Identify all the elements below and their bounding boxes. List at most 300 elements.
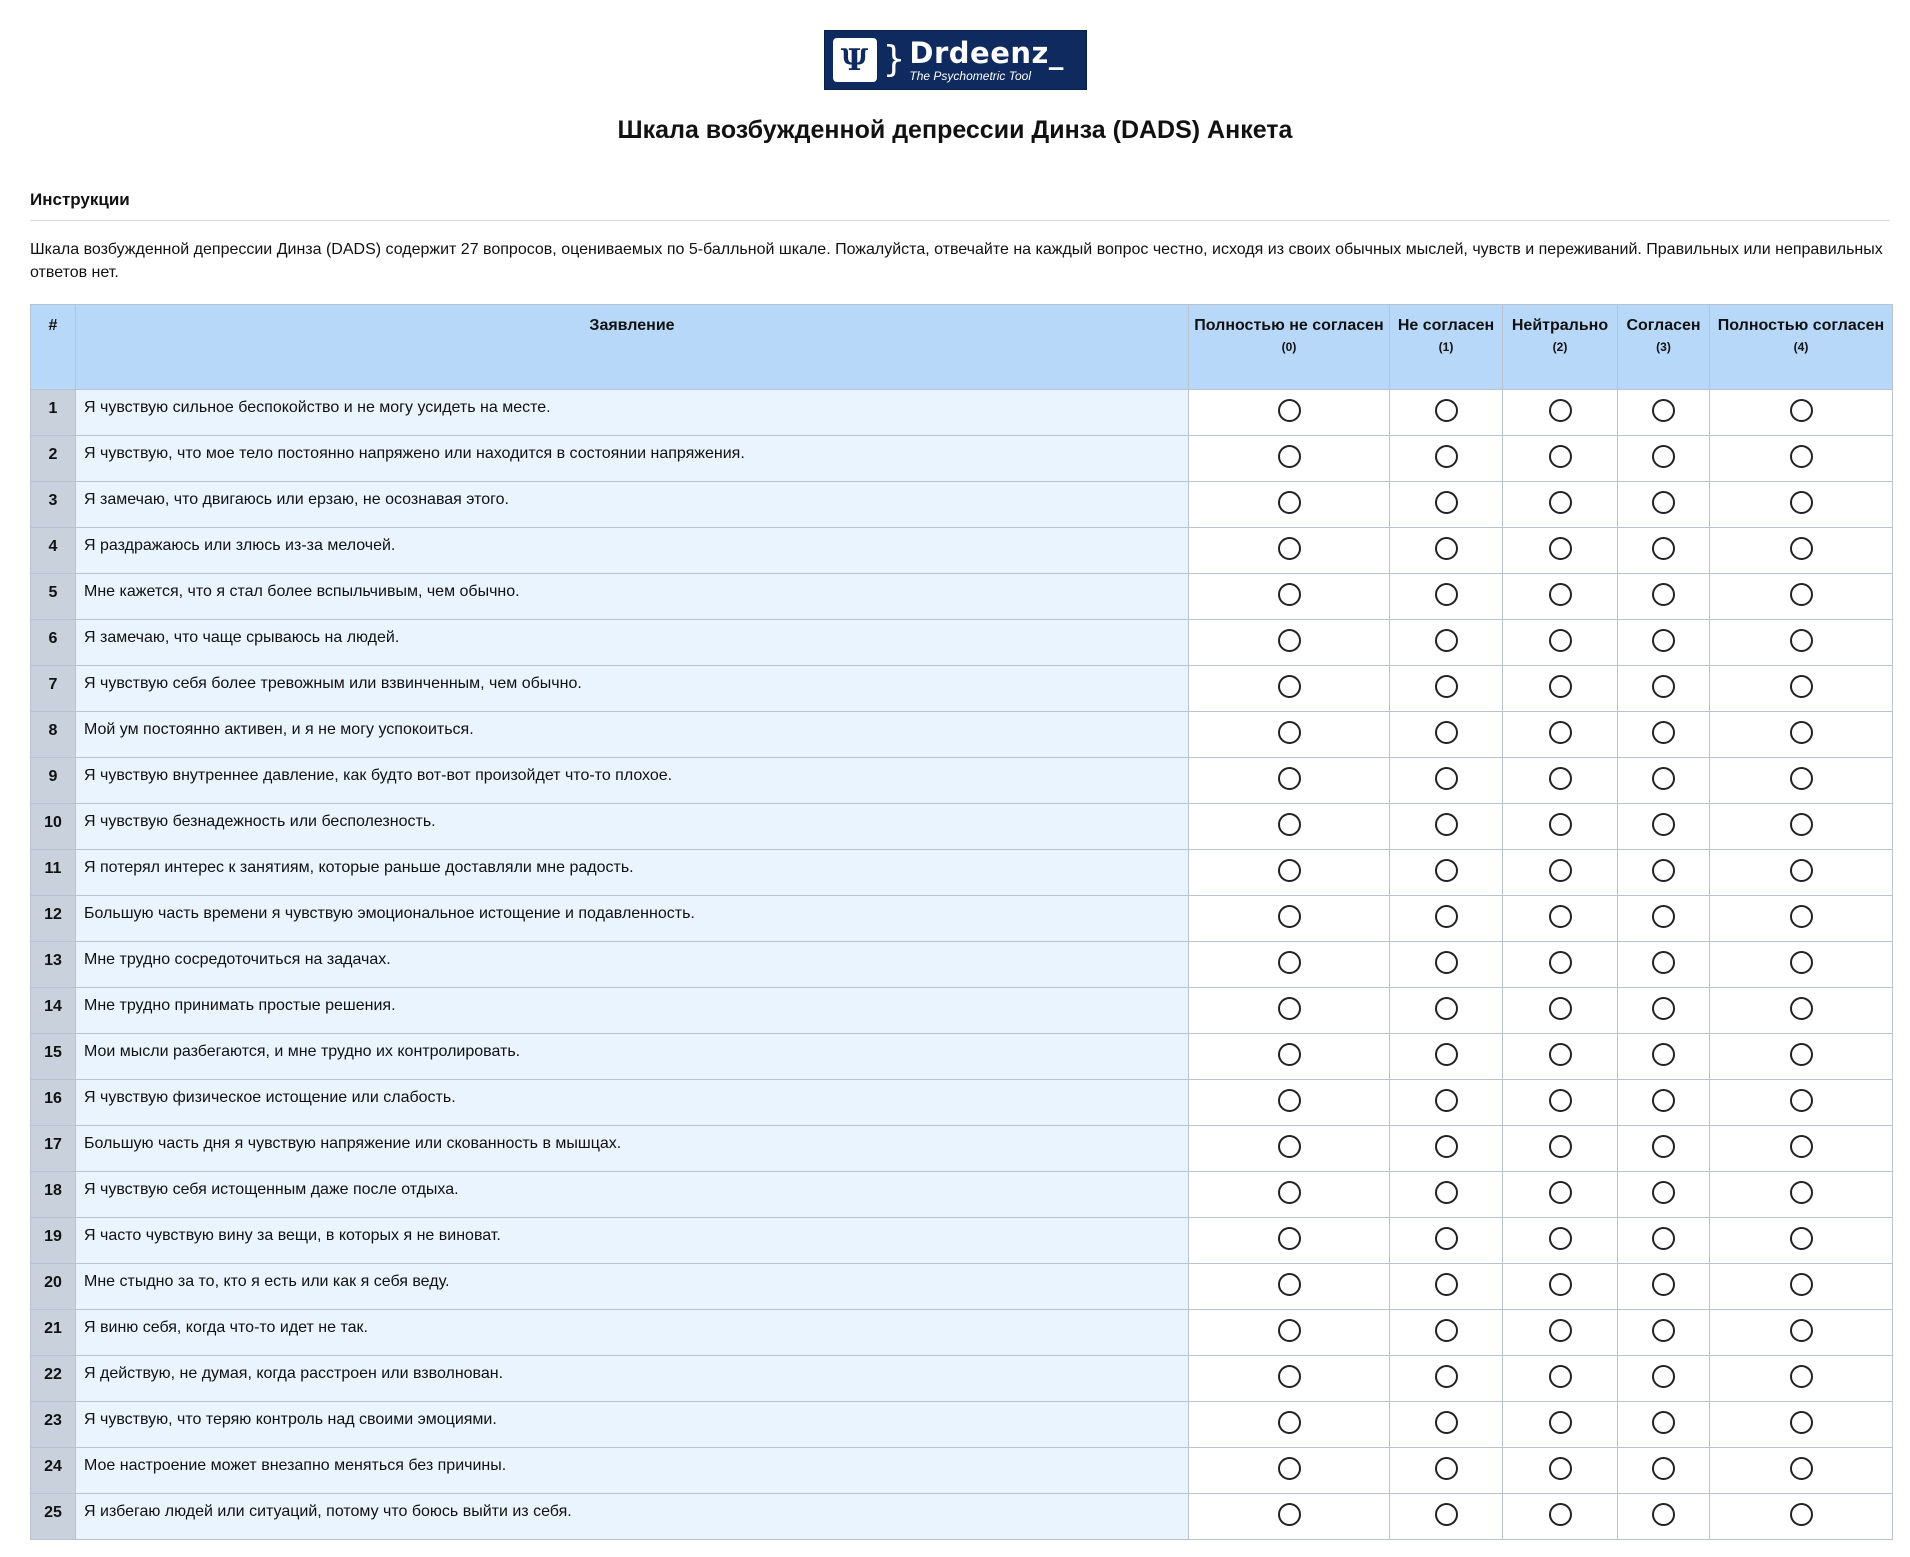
option-cell-0 bbox=[1189, 666, 1390, 712]
option-cell-3 bbox=[1618, 1080, 1710, 1126]
radio-option-1[interactable] bbox=[1435, 491, 1458, 514]
row-number: 9 bbox=[31, 758, 76, 804]
statement-text: Я виню себя, когда что-то идет не так. bbox=[76, 1310, 1189, 1356]
option-cell-0 bbox=[1189, 1448, 1390, 1494]
option-cell-4 bbox=[1710, 1356, 1893, 1402]
option-cell-4 bbox=[1710, 1448, 1893, 1494]
radio-option-1[interactable] bbox=[1435, 1457, 1458, 1480]
radio-option-2[interactable] bbox=[1549, 859, 1572, 882]
table-row bbox=[31, 804, 1893, 850]
option-cell-2 bbox=[1503, 1448, 1618, 1494]
table-row bbox=[31, 1218, 1893, 1264]
option-cell-4 bbox=[1710, 1264, 1893, 1310]
table-row bbox=[31, 896, 1893, 942]
column-header-statement: Заявление bbox=[76, 305, 1189, 390]
option-cell-0 bbox=[1189, 988, 1390, 1034]
radio-option-4[interactable] bbox=[1790, 399, 1813, 422]
radio-option-2[interactable] bbox=[1549, 905, 1572, 928]
row-number: 25 bbox=[31, 1494, 76, 1540]
table-row bbox=[31, 1356, 1893, 1402]
option-label: Нейтрально bbox=[1511, 317, 1609, 334]
option-cell-1 bbox=[1390, 666, 1503, 712]
radio-option-4[interactable] bbox=[1790, 813, 1813, 836]
option-cell-0 bbox=[1189, 436, 1390, 482]
radio-option-2[interactable] bbox=[1549, 1273, 1572, 1296]
statement-text: Большую часть времени я чувствую эмоциональное истощение и подавленность. bbox=[76, 896, 1189, 942]
option-cell-2 bbox=[1503, 1218, 1618, 1264]
radio-option-1[interactable] bbox=[1435, 1411, 1458, 1434]
column-header-number: # bbox=[31, 305, 76, 390]
option-cell-2 bbox=[1503, 482, 1618, 528]
statement-text: Большую часть дня я чувствую напряжение или скованность в мышцах. bbox=[76, 1126, 1189, 1172]
row-number: 5 bbox=[31, 574, 76, 620]
radio-option-3[interactable] bbox=[1652, 675, 1675, 698]
table-row bbox=[31, 574, 1893, 620]
option-cell-4 bbox=[1710, 482, 1893, 528]
radio-option-0[interactable] bbox=[1278, 1503, 1301, 1526]
radio-option-1[interactable] bbox=[1435, 399, 1458, 422]
radio-option-4[interactable] bbox=[1790, 1319, 1813, 1342]
table-row bbox=[31, 1080, 1893, 1126]
row-number: 20 bbox=[31, 1264, 76, 1310]
radio-option-1[interactable] bbox=[1435, 997, 1458, 1020]
row-number: 7 bbox=[31, 666, 76, 712]
option-cell-3 bbox=[1618, 1310, 1710, 1356]
radio-option-2[interactable] bbox=[1549, 675, 1572, 698]
option-score: (0) bbox=[1281, 340, 1297, 354]
option-cell-3 bbox=[1618, 1218, 1710, 1264]
radio-option-0[interactable] bbox=[1278, 445, 1301, 468]
row-number: 19 bbox=[31, 1218, 76, 1264]
radio-option-0[interactable] bbox=[1278, 951, 1301, 974]
table-row bbox=[31, 1448, 1893, 1494]
table-row bbox=[31, 1264, 1893, 1310]
row-number: 21 bbox=[31, 1310, 76, 1356]
table-row bbox=[31, 436, 1893, 482]
radio-option-0[interactable] bbox=[1278, 399, 1301, 422]
option-cell-1 bbox=[1390, 804, 1503, 850]
column-header-option-3 bbox=[1618, 305, 1710, 390]
option-cell-3 bbox=[1618, 758, 1710, 804]
radio-option-4[interactable] bbox=[1790, 1365, 1813, 1388]
radio-option-4[interactable] bbox=[1790, 1135, 1813, 1158]
radio-option-2[interactable] bbox=[1549, 537, 1572, 560]
radio-option-4[interactable] bbox=[1790, 1089, 1813, 1112]
column-header-option-1 bbox=[1390, 305, 1503, 390]
radio-option-4[interactable] bbox=[1790, 1457, 1813, 1480]
radio-option-0[interactable] bbox=[1278, 1411, 1301, 1434]
radio-option-1[interactable] bbox=[1435, 1365, 1458, 1388]
radio-option-1[interactable] bbox=[1435, 721, 1458, 744]
table-row bbox=[31, 1310, 1893, 1356]
radio-option-1[interactable] bbox=[1435, 1135, 1458, 1158]
option-cell-4 bbox=[1710, 1218, 1893, 1264]
statement-text: Мне трудно сосредоточиться на задачах. bbox=[76, 942, 1189, 988]
radio-option-1[interactable] bbox=[1435, 629, 1458, 652]
option-cell-4 bbox=[1710, 666, 1893, 712]
radio-option-4[interactable] bbox=[1790, 629, 1813, 652]
option-cell-0 bbox=[1189, 1356, 1390, 1402]
radio-option-0[interactable] bbox=[1278, 905, 1301, 928]
radio-option-0[interactable] bbox=[1278, 491, 1301, 514]
table-row bbox=[31, 942, 1893, 988]
radio-option-2[interactable] bbox=[1549, 997, 1572, 1020]
statement-text: Я чувствую, что мое тело постоянно напряжено или находится в состоянии напряжения. bbox=[76, 436, 1189, 482]
table-row bbox=[31, 1402, 1893, 1448]
option-cell-2 bbox=[1503, 988, 1618, 1034]
option-score: (2) bbox=[1552, 340, 1568, 354]
table-row bbox=[31, 758, 1893, 804]
option-cell-2 bbox=[1503, 1126, 1618, 1172]
table-row bbox=[31, 528, 1893, 574]
logo-name: Drdeenz_ bbox=[909, 35, 1064, 70]
radio-option-4[interactable] bbox=[1790, 1503, 1813, 1526]
radio-option-3[interactable] bbox=[1652, 399, 1675, 422]
statement-text: Я чувствую физическое истощение или слабость. bbox=[76, 1080, 1189, 1126]
radio-option-0[interactable] bbox=[1278, 1227, 1301, 1250]
statement-text: Я раздражаюсь или злюсь из-за мелочей. bbox=[76, 528, 1189, 574]
radio-option-4[interactable] bbox=[1790, 997, 1813, 1020]
option-cell-1 bbox=[1390, 574, 1503, 620]
radio-option-4[interactable] bbox=[1790, 721, 1813, 744]
option-cell-1 bbox=[1390, 988, 1503, 1034]
option-cell-2 bbox=[1503, 896, 1618, 942]
radio-option-2[interactable] bbox=[1549, 1457, 1572, 1480]
row-number: 22 bbox=[31, 1356, 76, 1402]
questionnaire-table bbox=[30, 304, 1893, 1540]
radio-option-2[interactable] bbox=[1549, 583, 1572, 606]
option-cell-0 bbox=[1189, 1310, 1390, 1356]
radio-option-1[interactable] bbox=[1435, 537, 1458, 560]
radio-option-3[interactable] bbox=[1652, 1365, 1675, 1388]
option-cell-3 bbox=[1618, 620, 1710, 666]
radio-option-2[interactable] bbox=[1549, 1319, 1572, 1342]
statement-text: Я чувствую безнадежность или бесполезность. bbox=[76, 804, 1189, 850]
logo-curl-glyph: } bbox=[882, 39, 906, 80]
radio-option-4[interactable] bbox=[1790, 491, 1813, 514]
option-cell-0 bbox=[1189, 712, 1390, 758]
radio-option-4[interactable] bbox=[1790, 951, 1813, 974]
row-number: 23 bbox=[31, 1402, 76, 1448]
radio-option-1[interactable] bbox=[1435, 951, 1458, 974]
option-cell-1 bbox=[1390, 896, 1503, 942]
option-label: Полностью не согласен bbox=[1194, 317, 1384, 334]
option-cell-4 bbox=[1710, 528, 1893, 574]
option-cell-1 bbox=[1390, 1126, 1503, 1172]
option-cell-4 bbox=[1710, 390, 1893, 436]
statement-text: Я замечаю, что двигаюсь или ерзаю, не осознавая этого. bbox=[76, 482, 1189, 528]
radio-option-3[interactable] bbox=[1652, 1181, 1675, 1204]
radio-option-1[interactable] bbox=[1435, 905, 1458, 928]
option-cell-2 bbox=[1503, 1310, 1618, 1356]
statement-text: Мне трудно принимать простые решения. bbox=[76, 988, 1189, 1034]
option-cell-0 bbox=[1189, 1218, 1390, 1264]
radio-option-1[interactable] bbox=[1435, 813, 1458, 836]
radio-option-1[interactable] bbox=[1435, 1089, 1458, 1112]
radio-option-3[interactable] bbox=[1652, 905, 1675, 928]
option-cell-3 bbox=[1618, 1356, 1710, 1402]
option-label: Полностью согласен bbox=[1717, 317, 1885, 334]
radio-option-0[interactable] bbox=[1278, 859, 1301, 882]
page-title: Шкала возбужденной депрессии Динза (DADS) Анкета bbox=[617, 116, 1293, 144]
option-cell-2 bbox=[1503, 574, 1618, 620]
radio-option-4[interactable] bbox=[1790, 583, 1813, 606]
option-cell-0 bbox=[1189, 574, 1390, 620]
brand-logo bbox=[824, 30, 1087, 90]
statement-text: Я избегаю людей или ситуаций, потому что боюсь выйти из себя. bbox=[76, 1494, 1189, 1540]
radio-option-1[interactable] bbox=[1435, 1043, 1458, 1066]
radio-option-2[interactable] bbox=[1549, 1411, 1572, 1434]
radio-option-2[interactable] bbox=[1549, 1089, 1572, 1112]
radio-option-3[interactable] bbox=[1652, 1135, 1675, 1158]
option-cell-0 bbox=[1189, 942, 1390, 988]
row-number: 10 bbox=[31, 804, 76, 850]
row-number: 24 bbox=[31, 1448, 76, 1494]
radio-option-4[interactable] bbox=[1790, 905, 1813, 928]
option-cell-1 bbox=[1390, 436, 1503, 482]
option-cell-2 bbox=[1503, 804, 1618, 850]
table-row bbox=[31, 390, 1893, 436]
row-number: 2 bbox=[31, 436, 76, 482]
option-cell-3 bbox=[1618, 1448, 1710, 1494]
radio-option-2[interactable] bbox=[1549, 1365, 1572, 1388]
radio-option-0[interactable] bbox=[1278, 721, 1301, 744]
radio-option-4[interactable] bbox=[1790, 767, 1813, 790]
radio-option-0[interactable] bbox=[1278, 767, 1301, 790]
radio-option-2[interactable] bbox=[1549, 1135, 1572, 1158]
option-cell-1 bbox=[1390, 1402, 1503, 1448]
radio-option-3[interactable] bbox=[1652, 491, 1675, 514]
radio-option-3[interactable] bbox=[1652, 767, 1675, 790]
option-cell-1 bbox=[1390, 1080, 1503, 1126]
radio-option-3[interactable] bbox=[1652, 1227, 1675, 1250]
table-row bbox=[31, 712, 1893, 758]
option-cell-2 bbox=[1503, 1264, 1618, 1310]
table-row bbox=[31, 1172, 1893, 1218]
radio-option-1[interactable] bbox=[1435, 1181, 1458, 1204]
option-cell-2 bbox=[1503, 758, 1618, 804]
radio-option-1[interactable] bbox=[1435, 859, 1458, 882]
row-number: 3 bbox=[31, 482, 76, 528]
radio-option-3[interactable] bbox=[1652, 997, 1675, 1020]
option-cell-2 bbox=[1503, 712, 1618, 758]
option-cell-4 bbox=[1710, 1402, 1893, 1448]
radio-option-0[interactable] bbox=[1278, 1273, 1301, 1296]
option-cell-2 bbox=[1503, 1080, 1618, 1126]
row-number: 8 bbox=[31, 712, 76, 758]
statement-text: Я чувствую сильное беспокойство и не могу усидеть на месте. bbox=[76, 390, 1189, 436]
radio-option-1[interactable] bbox=[1435, 445, 1458, 468]
statement-text: Я чувствую внутреннее давление, как будто вот-вот произойдет что-то плохое. bbox=[76, 758, 1189, 804]
radio-option-0[interactable] bbox=[1278, 1457, 1301, 1480]
option-score: (4) bbox=[1793, 340, 1809, 354]
option-cell-3 bbox=[1618, 942, 1710, 988]
option-cell-3 bbox=[1618, 804, 1710, 850]
option-cell-0 bbox=[1189, 804, 1390, 850]
option-cell-1 bbox=[1390, 850, 1503, 896]
radio-option-2[interactable] bbox=[1549, 1181, 1572, 1204]
option-cell-4 bbox=[1710, 1494, 1893, 1540]
radio-option-2[interactable] bbox=[1549, 399, 1572, 422]
radio-option-1[interactable] bbox=[1435, 767, 1458, 790]
option-label: Согласен bbox=[1626, 317, 1701, 334]
option-cell-3 bbox=[1618, 1494, 1710, 1540]
option-cell-3 bbox=[1618, 574, 1710, 620]
radio-option-4[interactable] bbox=[1790, 1411, 1813, 1434]
option-cell-1 bbox=[1390, 390, 1503, 436]
option-cell-3 bbox=[1618, 528, 1710, 574]
radio-option-3[interactable] bbox=[1652, 951, 1675, 974]
option-cell-4 bbox=[1710, 1310, 1893, 1356]
radio-option-2[interactable] bbox=[1549, 491, 1572, 514]
radio-option-0[interactable] bbox=[1278, 583, 1301, 606]
radio-option-4[interactable] bbox=[1790, 1181, 1813, 1204]
option-cell-2 bbox=[1503, 942, 1618, 988]
option-cell-4 bbox=[1710, 436, 1893, 482]
option-cell-1 bbox=[1390, 482, 1503, 528]
radio-option-1[interactable] bbox=[1435, 1227, 1458, 1250]
table-header-row bbox=[31, 305, 1893, 390]
option-cell-1 bbox=[1390, 1310, 1503, 1356]
column-header-option-0 bbox=[1189, 305, 1390, 390]
radio-option-0[interactable] bbox=[1278, 813, 1301, 836]
row-number: 11 bbox=[31, 850, 76, 896]
table-row bbox=[31, 850, 1893, 896]
option-cell-3 bbox=[1618, 390, 1710, 436]
radio-option-2[interactable] bbox=[1549, 629, 1572, 652]
radio-option-0[interactable] bbox=[1278, 997, 1301, 1020]
psi-logo-icon: Ψ bbox=[833, 38, 877, 82]
radio-option-4[interactable] bbox=[1790, 1043, 1813, 1066]
table-row bbox=[31, 482, 1893, 528]
option-cell-1 bbox=[1390, 528, 1503, 574]
option-cell-1 bbox=[1390, 1356, 1503, 1402]
radio-option-3[interactable] bbox=[1652, 1273, 1675, 1296]
option-cell-3 bbox=[1618, 1264, 1710, 1310]
table-row bbox=[31, 988, 1893, 1034]
radio-option-3[interactable] bbox=[1652, 1457, 1675, 1480]
radio-option-0[interactable] bbox=[1278, 1043, 1301, 1066]
radio-option-0[interactable] bbox=[1278, 675, 1301, 698]
radio-option-4[interactable] bbox=[1790, 445, 1813, 468]
radio-option-1[interactable] bbox=[1435, 1319, 1458, 1342]
radio-option-3[interactable] bbox=[1652, 813, 1675, 836]
radio-option-3[interactable] bbox=[1652, 583, 1675, 606]
option-score: (3) bbox=[1656, 340, 1671, 354]
radio-option-0[interactable] bbox=[1278, 1319, 1301, 1342]
option-cell-3 bbox=[1618, 1172, 1710, 1218]
column-header-option-4 bbox=[1710, 305, 1893, 390]
option-cell-4 bbox=[1710, 574, 1893, 620]
radio-option-4[interactable] bbox=[1790, 1273, 1813, 1296]
radio-option-0[interactable] bbox=[1278, 629, 1301, 652]
radio-option-3[interactable] bbox=[1652, 1411, 1675, 1434]
radio-option-0[interactable] bbox=[1278, 1181, 1301, 1204]
option-cell-2 bbox=[1503, 620, 1618, 666]
option-cell-2 bbox=[1503, 1172, 1618, 1218]
radio-option-4[interactable] bbox=[1790, 859, 1813, 882]
radio-option-3[interactable] bbox=[1652, 721, 1675, 744]
radio-option-3[interactable] bbox=[1652, 1319, 1675, 1342]
option-cell-2 bbox=[1503, 390, 1618, 436]
option-cell-3 bbox=[1618, 666, 1710, 712]
radio-option-1[interactable] bbox=[1435, 1503, 1458, 1526]
option-cell-4 bbox=[1710, 712, 1893, 758]
radio-option-4[interactable] bbox=[1790, 1227, 1813, 1250]
radio-option-2[interactable] bbox=[1549, 1227, 1572, 1250]
radio-option-0[interactable] bbox=[1278, 1365, 1301, 1388]
radio-option-3[interactable] bbox=[1652, 537, 1675, 560]
option-cell-0 bbox=[1189, 390, 1390, 436]
option-cell-4 bbox=[1710, 1080, 1893, 1126]
row-number: 17 bbox=[31, 1126, 76, 1172]
option-cell-0 bbox=[1189, 758, 1390, 804]
row-number: 16 bbox=[31, 1080, 76, 1126]
option-cell-0 bbox=[1189, 1402, 1390, 1448]
radio-option-0[interactable] bbox=[1278, 537, 1301, 560]
option-cell-0 bbox=[1189, 482, 1390, 528]
radio-option-0[interactable] bbox=[1278, 1135, 1301, 1158]
radio-option-2[interactable] bbox=[1549, 813, 1572, 836]
option-cell-1 bbox=[1390, 1218, 1503, 1264]
radio-option-1[interactable] bbox=[1435, 1273, 1458, 1296]
option-cell-4 bbox=[1710, 896, 1893, 942]
radio-option-4[interactable] bbox=[1790, 675, 1813, 698]
radio-option-2[interactable] bbox=[1549, 767, 1572, 790]
radio-option-4[interactable] bbox=[1790, 537, 1813, 560]
radio-option-1[interactable] bbox=[1435, 583, 1458, 606]
radio-option-3[interactable] bbox=[1652, 1043, 1675, 1066]
radio-option-1[interactable] bbox=[1435, 675, 1458, 698]
radio-option-2[interactable] bbox=[1549, 1043, 1572, 1066]
radio-option-2[interactable] bbox=[1549, 721, 1572, 744]
row-number: 4 bbox=[31, 528, 76, 574]
option-cell-3 bbox=[1618, 1034, 1710, 1080]
radio-option-3[interactable] bbox=[1652, 629, 1675, 652]
statement-text: Я чувствую себя более тревожным или взвинченным, чем обычно. bbox=[76, 666, 1189, 712]
option-cell-4 bbox=[1710, 1034, 1893, 1080]
option-cell-0 bbox=[1189, 528, 1390, 574]
radio-option-3[interactable] bbox=[1652, 445, 1675, 468]
statement-text: Мне кажется, что я стал более вспыльчивым, чем обычно. bbox=[76, 574, 1189, 620]
radio-option-3[interactable] bbox=[1652, 859, 1675, 882]
option-cell-4 bbox=[1710, 942, 1893, 988]
statement-text: Я замечаю, что чаще срываюсь на людей. bbox=[76, 620, 1189, 666]
option-cell-4 bbox=[1710, 758, 1893, 804]
column-header-option-2 bbox=[1503, 305, 1618, 390]
option-cell-4 bbox=[1710, 620, 1893, 666]
option-cell-3 bbox=[1618, 482, 1710, 528]
option-score: (1) bbox=[1438, 340, 1454, 354]
option-cell-2 bbox=[1503, 528, 1618, 574]
radio-option-2[interactable] bbox=[1549, 951, 1572, 974]
option-cell-1 bbox=[1390, 1264, 1503, 1310]
option-cell-2 bbox=[1503, 1356, 1618, 1402]
option-cell-1 bbox=[1390, 1494, 1503, 1540]
radio-option-3[interactable] bbox=[1652, 1089, 1675, 1112]
radio-option-2[interactable] bbox=[1549, 445, 1572, 468]
statement-text: Я чувствую себя истощенным даже после отдыха. bbox=[76, 1172, 1189, 1218]
radio-option-3[interactable] bbox=[1652, 1503, 1675, 1526]
option-cell-0 bbox=[1189, 1080, 1390, 1126]
row-number: 18 bbox=[31, 1172, 76, 1218]
statement-text: Я действую, не думая, когда расстроен или взволнован. bbox=[76, 1356, 1189, 1402]
radio-option-2[interactable] bbox=[1549, 1503, 1572, 1526]
option-cell-0 bbox=[1189, 1172, 1390, 1218]
radio-option-0[interactable] bbox=[1278, 1089, 1301, 1112]
table-row bbox=[31, 666, 1893, 712]
option-cell-0 bbox=[1189, 850, 1390, 896]
